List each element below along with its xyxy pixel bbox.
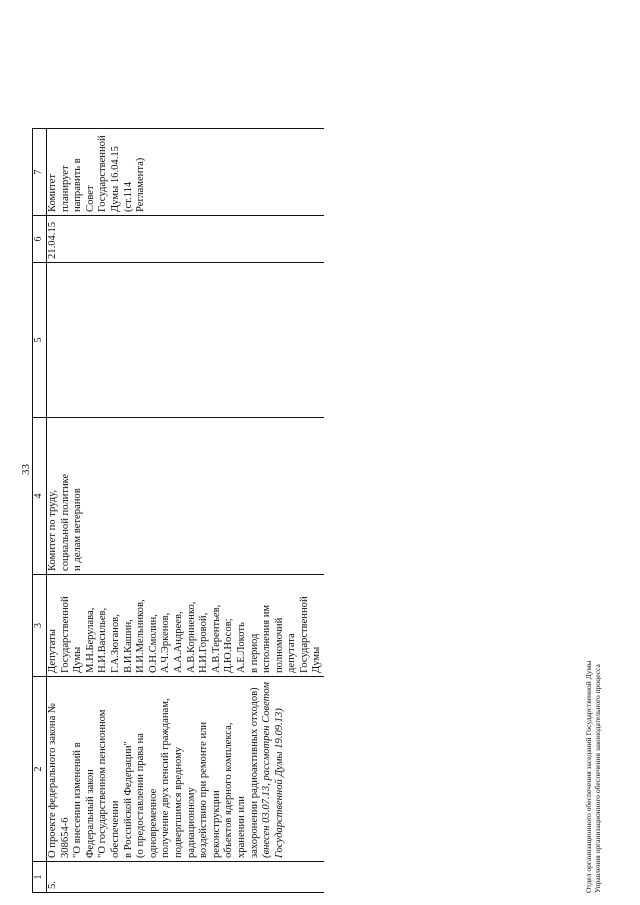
authors-cell: [47, 575, 325, 677]
bill-description-cell: [47, 677, 325, 862]
bill-title-line: "О государственном пенсионном обеспечении: [97, 709, 121, 858]
row-number: 5.: [47, 862, 325, 893]
bill-note-line: (внесен 03.07.13, рассмотрен Советом: [261, 682, 273, 858]
bill-title-line: захоронении радиоактивных отходов): [248, 687, 260, 858]
author-line: Депутаты: [47, 629, 58, 673]
author-line: Г.А.Зюганов,: [109, 614, 121, 673]
author-line: А.Ч.Эркенов,: [160, 612, 172, 673]
bill-title-line: "О внесении изменений в Федеральный закон: [72, 742, 96, 858]
author-line: А.В.Корниенко,: [185, 601, 197, 673]
page-number: 33: [20, 464, 32, 475]
bill-title-line: О проекте федерального закона № 308654-6: [47, 702, 71, 858]
document-footer: [584, 661, 602, 893]
bill-title-line: (о предоставлении права на одновременное: [135, 733, 159, 858]
footer-line: Отдел организационного обеспечения заседаний Государственной Думы: [584, 660, 593, 893]
author-line: Н.И.Горовой,: [198, 612, 210, 673]
bill-title-line: получение двух пенсий гражданам,: [160, 698, 172, 858]
column-header: 1: [33, 862, 47, 893]
plan-line: Государственной: [97, 135, 109, 212]
author-line: исполнения им: [261, 604, 273, 673]
author-line: А.Е.Локоть: [235, 622, 247, 673]
footer-line: Управления организационного обеспечения законодательного процесса: [593, 664, 602, 893]
table-row: [47, 129, 325, 893]
committee-line: социальной политике: [59, 473, 71, 571]
column-header: 7: [33, 129, 47, 216]
column-header: 5: [33, 263, 47, 418]
plan-cell: [47, 129, 325, 216]
column-header: 2: [33, 677, 47, 862]
author-line: Д.Ю.Носов;: [223, 618, 235, 673]
author-line: в период: [248, 633, 260, 673]
bill-title: [47, 680, 261, 858]
author-line: И.И.Мельников,: [135, 599, 147, 673]
plan-line: (ст.114 Регламента): [122, 157, 147, 212]
column-header: 6: [33, 216, 47, 263]
author-line: Думы: [311, 646, 323, 673]
empty-cell: [47, 263, 325, 418]
author-line: полномочий: [273, 617, 285, 673]
bill-title-line: подвергшимся вредному радиационному: [172, 746, 197, 858]
author-line: Государственной: [298, 596, 310, 673]
author-line: депутата: [286, 633, 298, 673]
author-line: А.А.Андреев,: [172, 611, 184, 673]
author-line: В.И.Кашин,: [122, 619, 134, 673]
bill-title-line: объектов ядерного комплекса, хранении или: [223, 722, 247, 858]
author-line: Государственной: [59, 596, 71, 673]
bill-title-line: в Российской Федерации": [122, 741, 134, 858]
bills-table: [32, 128, 324, 893]
plan-line: Комитет планирует: [47, 165, 71, 212]
author-line: Думы: [72, 646, 84, 673]
committee-line: Комитет по труду,: [47, 489, 58, 571]
author-line: Н.И.Васильев,: [97, 607, 109, 673]
bill-note-line: Государственной Думы 19.09.13): [273, 708, 285, 858]
column-header: 3: [33, 575, 47, 677]
committee-cell: [47, 418, 325, 575]
bill-title-line: воздействию при ремонте или реконструкции: [198, 721, 222, 858]
plan-line: направить в Совет: [72, 158, 96, 212]
author-line: О.Н.Смолин,: [147, 614, 159, 673]
committee-line: и делам ветеранов: [72, 488, 84, 571]
date-cell: 21.04.15: [47, 216, 325, 263]
author-line: М.Н.Берулава,: [84, 607, 96, 673]
author-line: А.В.Терентьев,: [210, 604, 222, 673]
table-header-row: [33, 129, 47, 893]
bill-note: [261, 680, 286, 858]
plan-line: Думы 16.04.15: [109, 146, 121, 212]
column-header: 4: [33, 418, 47, 575]
